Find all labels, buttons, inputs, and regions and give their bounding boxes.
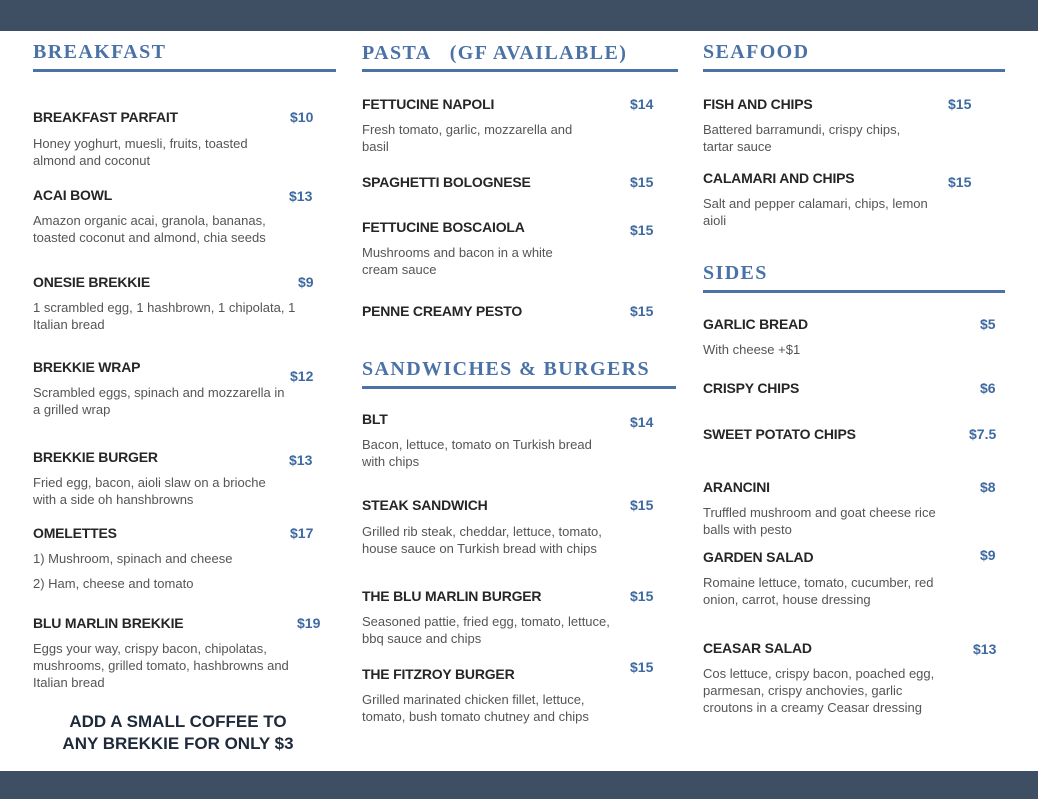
menu-item-price: $17 (290, 525, 314, 541)
menu-item-price: $7.5 (969, 426, 997, 442)
menu-item-desc: Fresh tomato, garlic, mozzarella and basil (362, 122, 573, 154)
pasta-rule (362, 69, 678, 72)
menu-item-name: OMELETTES (33, 525, 117, 541)
menu-item-desc: Grilled rib steak, cheddar, lettuce, tomato, house sauce on Turkish bread with chips (362, 524, 602, 556)
menu-item-name: BLT (362, 411, 388, 427)
menu-item-name: GARDEN SALAD (703, 549, 814, 565)
menu-item-name: CEASAR SALAD (703, 640, 812, 656)
promo-line-1: ADD A SMALL COFFEE TO (69, 712, 287, 731)
menu-item-desc: 2) Ham, cheese and tomato (33, 576, 194, 591)
menu-item-name: CRISPY CHIPS (703, 380, 800, 396)
menu-item-price: $13 (289, 188, 313, 204)
seafood-rule (703, 69, 1005, 72)
sandwiches-rule (362, 386, 676, 389)
menu-item-name: THE FITZROY BURGER (362, 666, 515, 682)
menu-item-desc: Truffled mushroom and goat cheese rice balls with pesto (703, 505, 936, 537)
menu-item-price: $14 (630, 96, 654, 112)
sandwiches-heading: SANDWICHES & BURGERS (362, 358, 651, 380)
menu-item-name: ONESIE BREKKIE (33, 274, 150, 290)
bottom-band (0, 771, 1038, 799)
menu-item-desc: Battered barramundi, crispy chips, tartar sauce (703, 122, 901, 154)
menu-item-desc: Seasoned pattie, fried egg, tomato, lettuce, bbq sauce and chips (362, 614, 610, 646)
menu-item-desc: 1 scrambled egg, 1 hashbrown, 1 chipolata, 1 Italian bread (33, 300, 296, 332)
menu-item-name: FETTUCINE BOSCAIOLA (362, 219, 525, 235)
menu-item-desc: Romaine lettuce, tomato, cucumber, red onion, carrot, house dressing (703, 575, 934, 607)
coffee-promo (33, 711, 323, 755)
menu-item-desc: Cos lettuce, crispy bacon, poached egg, parmesan, crispy anchovies, garlic croutons in a creamy Ceasar dressing (703, 666, 935, 715)
menu-item-desc: Eggs your way, crispy bacon, chipolatas, mushrooms, grilled tomato, hashbrowns and Italian bread (33, 641, 289, 690)
menu-item-price: $14 (630, 414, 654, 430)
pasta-column (362, 0, 680, 771)
menu-item-name: BLU MARLIN BREKKIE (33, 615, 184, 631)
menu-item-price: $15 (630, 497, 654, 513)
menu-item-price: $5 (980, 316, 996, 332)
menu-item-name: BREKKIE WRAP (33, 359, 141, 375)
pasta-heading: PASTA (GF AVAILABLE) (362, 42, 628, 64)
menu-item-price: $15 (630, 588, 654, 604)
sides-rule (703, 290, 1005, 293)
menu-item-name: SPAGHETTI BOLOGNESE (362, 174, 531, 190)
menu-item-price: $12 (290, 368, 314, 384)
menu-item-desc: Grilled marinated chicken fillet, lettuce, tomato, bush tomato chutney and chips (362, 692, 589, 724)
seafood-heading: SEAFOOD (703, 41, 810, 63)
menu-item-price: $9 (298, 274, 314, 290)
breakfast-column (33, 0, 338, 771)
menu-item-name: FISH AND CHIPS (703, 96, 813, 112)
menu-item-price: $10 (290, 109, 314, 125)
menu-item-desc: Scrambled eggs, spinach and mozzarella in a grilled wrap (33, 385, 285, 417)
breakfast-rule (33, 69, 336, 72)
breakfast-heading: BREAKFAST (33, 41, 167, 63)
menu-item-name: GARLIC BREAD (703, 316, 808, 332)
menu-item-price: $9 (980, 547, 996, 563)
menu-item-price: $15 (948, 174, 972, 190)
menu-item-name: BREKKIE BURGER (33, 449, 158, 465)
menu-item-price: $6 (980, 380, 996, 396)
menu-item-price: $15 (630, 222, 654, 238)
menu-item-name: ACAI BOWL (33, 187, 113, 203)
sides-heading: SIDES (703, 262, 768, 284)
menu-item-price: $19 (297, 615, 321, 631)
menu-item-name: SWEET POTATO CHIPS (703, 426, 856, 442)
menu-item-name: PENNE CREAMY PESTO (362, 303, 523, 319)
menu-item-price: $15 (948, 96, 972, 112)
menu-item-name: BREAKFAST PARFAIT (33, 109, 178, 125)
menu-item-desc: Amazon organic acai, granola, bananas, toasted coconut and almond, chia seeds (33, 213, 266, 245)
menu-item-name: ARANCINI (703, 479, 770, 495)
menu-item-price: $15 (630, 659, 654, 675)
menu-item-name: CALAMARI AND CHIPS (703, 170, 855, 186)
menu-item-price: $15 (630, 174, 654, 190)
menu-item-price: $8 (980, 479, 996, 495)
menu-item-price: $13 (973, 641, 997, 657)
menu-item-desc: Salt and pepper calamari, chips, lemon aioli (703, 196, 928, 228)
menu-item-name: FETTUCINE NAPOLI (362, 96, 495, 112)
menu-item-desc: 1) Mushroom, spinach and cheese (33, 551, 233, 566)
menu-item-desc: Mushrooms and bacon in a white cream sauce (362, 245, 553, 277)
menu-item-name: STEAK SANDWICH (362, 497, 488, 513)
menu-item-desc: With cheese +$1 (703, 342, 801, 357)
menu-item-price: $13 (289, 452, 313, 468)
menu-item-desc: Fried egg, bacon, aioli slaw on a brioche with a side oh hanshbrowns (33, 475, 266, 507)
menu-item-name: THE BLU MARLIN BURGER (362, 588, 542, 604)
menu-item-desc: Honey yoghurt, muesli, fruits, toasted almond and coconut (33, 136, 248, 168)
seafood-column (703, 0, 1008, 771)
menu-item-desc: Bacon, lettuce, tomato on Turkish bread with chips (362, 437, 592, 469)
menu-item-price: $15 (630, 303, 654, 319)
promo-line-2: ANY BREKKIE FOR ONLY $3 (62, 734, 294, 753)
